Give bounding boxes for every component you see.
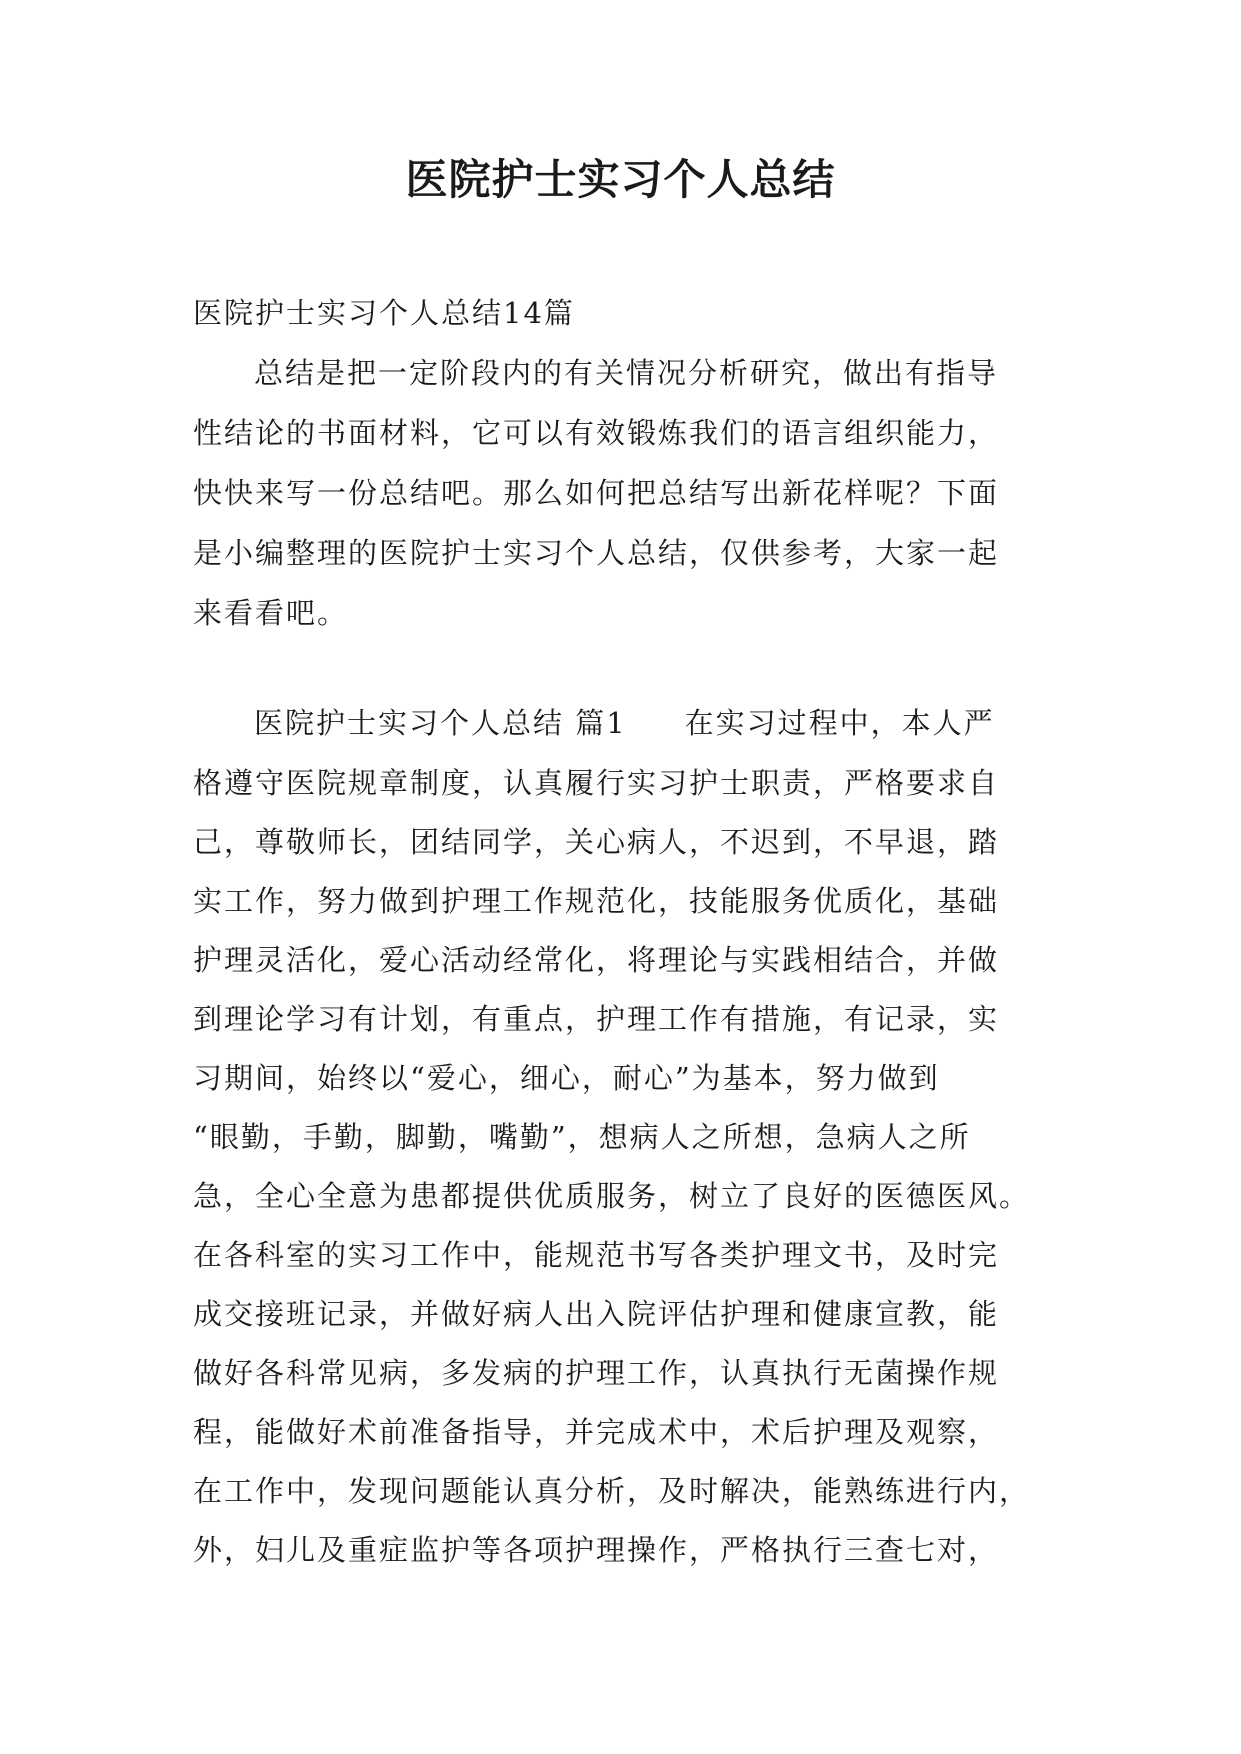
intro-line: 来看看吧。 — [193, 596, 349, 630]
body-line: 在工作中，发现问题能认真分析，及时解决，能熟练进行内， — [193, 1474, 1031, 1508]
section-first-line — [254, 703, 995, 743]
body-line: 在各科室的实习工作中，能规范书写各类护理文书，及时完 — [193, 1238, 1000, 1272]
body-line: 护理灵活化，爱心活动经常化，将理论与实践相结合，并做 — [193, 943, 1000, 977]
body-line: 程，能做好术前准备指导，并完成术中，术后护理及观察， — [193, 1415, 1000, 1449]
section-heading: 医院护士实习个人总结 篇1 — [254, 706, 627, 740]
body-line: 成交接班记录，并做好病人出入院评估护理和健康宣教，能 — [193, 1297, 1000, 1331]
intro-line: 总结是把一定阶段内的有关情况分析研究，做出有指导 — [254, 356, 999, 390]
body-line: “眼勤，手勤，脚勤，嘴勤”，想病人之所想，急病人之所 — [193, 1120, 971, 1154]
intro-line: 快快来写一份总结吧。那么如何把总结写出新花样呢？下面 — [193, 476, 1000, 510]
body-line: 格遵守医院规章制度，认真履行实习护士职责，严格要求自 — [193, 766, 1000, 800]
body-line: 到理论学习有计划，有重点，护理工作有措施，有记录，实 — [193, 1002, 1000, 1036]
intro-line: 性结论的书面材料，它可以有效锻炼我们的语言组织能力， — [193, 416, 1000, 450]
document-subtitle: 医院护士实习个人总结14篇 — [193, 296, 575, 330]
section-first-line-text: 在实习过程中，本人严 — [684, 706, 995, 740]
document-title: 医院护士实习个人总结 — [405, 155, 836, 204]
body-line: 己，尊敬师长，团结同学，关心病人，不迟到，不早退，踏 — [193, 825, 1000, 859]
body-line: 急，全心全意为患都提供优质服务，树立了良好的医德医风。 — [193, 1179, 1031, 1213]
body-line: 外，妇儿及重症监护等各项护理操作，严格执行三查七对， — [193, 1533, 1000, 1567]
body-line: 做好各科常见病，多发病的护理工作，认真执行无菌操作规 — [193, 1356, 1000, 1390]
body-line: 实工作，努力做到护理工作规范化，技能服务优质化，基础 — [193, 884, 1000, 918]
body-line: 习期间，始终以“爱心，细心，耐心”为基本，努力做到 — [193, 1061, 940, 1095]
intro-line: 是小编整理的医院护士实习个人总结，仅供参考，大家一起 — [193, 536, 1000, 570]
